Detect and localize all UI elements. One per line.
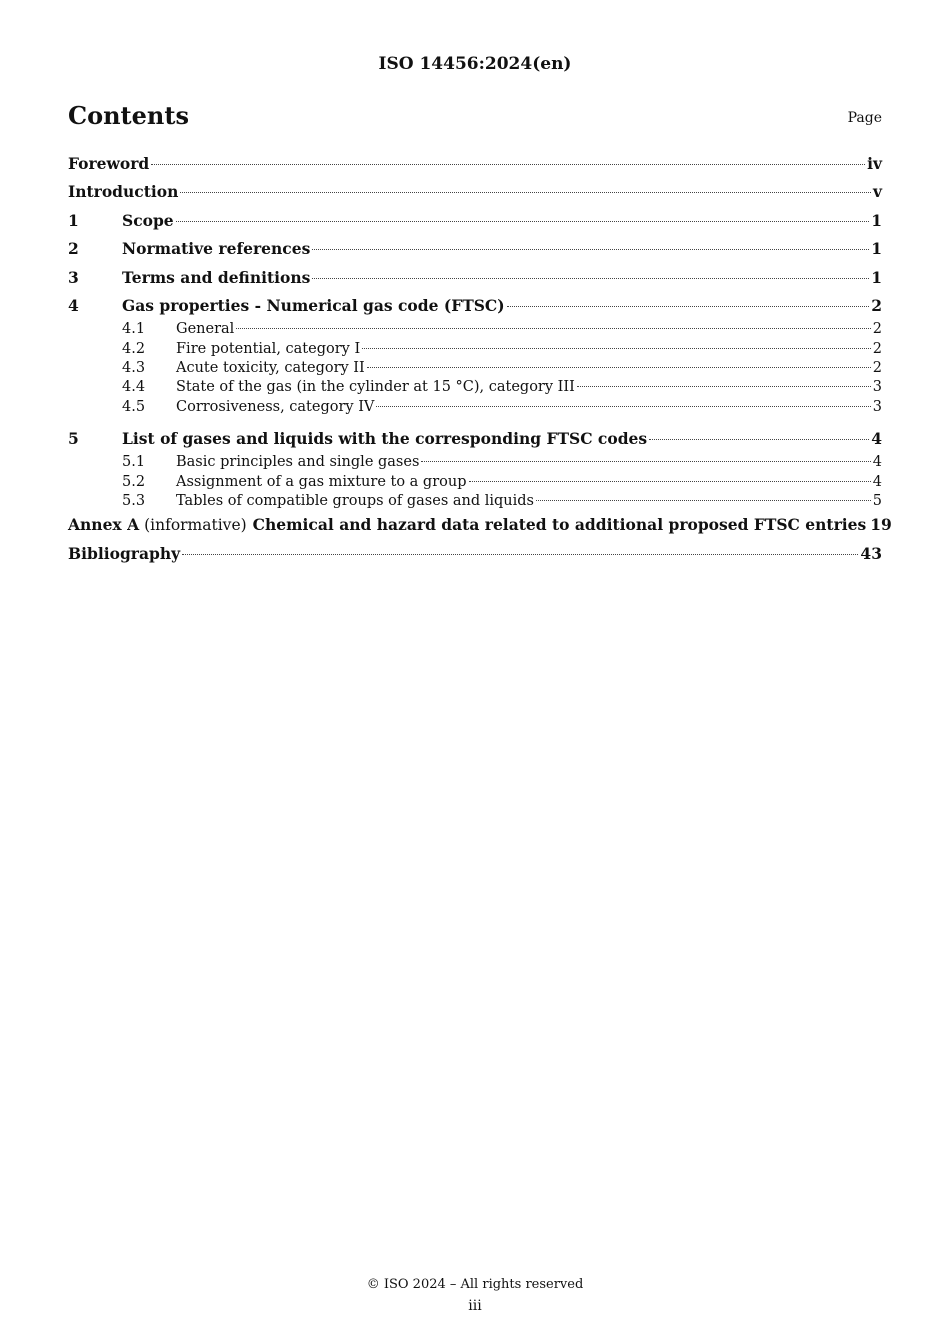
toc-page-number: 2: [872, 340, 882, 357]
dot-leader: [312, 277, 869, 279]
toc-entry-subclause-5-1[interactable]: [68, 453, 882, 472]
toc-entry-subclause-4-3[interactable]: [68, 359, 882, 378]
toc-entry-clause-2[interactable]: [68, 235, 882, 263]
dot-leader: [362, 347, 871, 349]
toc-number: 4.5: [122, 398, 146, 415]
toc-page-number: 1: [871, 239, 882, 259]
toc-entry-clause-4[interactable]: [68, 292, 882, 320]
toc-entry-subclause-4-2[interactable]: [68, 340, 882, 359]
annex-normativity: (informative): [144, 516, 247, 535]
annex-label: Annex A: [68, 515, 140, 535]
toc-title: Fire potential, category I: [176, 340, 361, 357]
toc-entry-foreword[interactable]: [68, 150, 882, 178]
toc-number: 3: [68, 267, 79, 287]
toc-entry-subclause-4-4[interactable]: [68, 378, 882, 397]
toc-number: 5: [68, 428, 79, 448]
toc-page-number: v: [872, 182, 882, 202]
toc-title: Corrosiveness, category IV: [176, 398, 375, 415]
dot-leader: [180, 191, 871, 193]
toc-title: Bibliography: [68, 543, 181, 563]
page-column-label: Page: [847, 110, 882, 126]
toc-number: 4.2: [122, 340, 146, 357]
dot-leader: [176, 220, 870, 222]
toc-title: Basic principles and single gases: [176, 454, 420, 471]
toc-number: 5.1: [122, 454, 146, 471]
toc-title: State of the gas (in the cylinder at 15 °C), category III: [176, 379, 575, 396]
toc-number: 4.1: [122, 321, 146, 338]
page-number: iii: [468, 1298, 482, 1314]
dot-leader: [182, 553, 858, 555]
toc-entry-introduction[interactable]: [68, 178, 882, 206]
toc-entry-subclause-5-3[interactable]: [68, 492, 882, 511]
toc-title: Foreword: [68, 154, 150, 173]
toc-page-number: 2: [872, 321, 882, 338]
toc-title: Terms and definitions: [122, 267, 311, 287]
dot-leader: [536, 499, 871, 501]
toc-title: Assignment of a gas mixture to a group: [176, 473, 467, 490]
dot-leader: [236, 327, 870, 329]
toc-title: Gas properties - Numerical gas code (FTSC): [122, 295, 505, 315]
toc-page-number: iv: [867, 154, 882, 173]
toc-title: Normative references: [122, 239, 311, 259]
toc-title: Acute toxicity, category II: [176, 359, 365, 376]
toc-page-number: 2: [871, 295, 882, 315]
toc-number: 5.3: [122, 492, 146, 509]
dot-leader: [649, 438, 869, 440]
toc-page-number: 43: [860, 543, 882, 563]
toc-title: General: [176, 321, 235, 338]
copyright-notice: © ISO 2024 – All rights reserved: [366, 1277, 584, 1292]
toc-number: 4: [68, 295, 79, 315]
toc-title: Chemical and hazard data related to additional proposed FTSC entries: [252, 515, 867, 535]
toc-page-number: 4: [872, 454, 882, 471]
toc-entry-bibliography[interactable]: [68, 540, 882, 568]
document-id-header: ISO 14456:2024(en): [378, 54, 572, 74]
toc-entry-subclause-5-2[interactable]: [68, 473, 882, 492]
toc-page-number: 5: [872, 492, 882, 509]
dot-leader: [367, 366, 871, 368]
toc-title: Introduction: [68, 182, 179, 202]
toc-title: Scope: [122, 210, 174, 230]
dot-leader: [312, 248, 869, 250]
toc-entry-subclause-4-1[interactable]: [68, 320, 882, 339]
toc-title: Tables of compatible groups of gases and liquids: [176, 492, 534, 509]
toc-title: List of gases and liquids with the corresponding FTSC codes: [122, 428, 648, 448]
toc-page-number: 4: [872, 473, 882, 490]
toc-number: 4.4: [122, 379, 146, 396]
dot-leader: [469, 480, 871, 482]
toc-page-number: 1: [871, 210, 882, 230]
dot-leader: [507, 305, 870, 307]
toc-number: 5.2: [122, 473, 146, 490]
toc-page-number: 3: [872, 379, 882, 396]
toc-number: 4.3: [122, 359, 146, 376]
toc-entry-annex-a[interactable]: [68, 511, 892, 539]
toc-number: 2: [68, 239, 79, 259]
toc-entry-clause-3[interactable]: [68, 264, 882, 292]
dot-leader: [376, 405, 870, 407]
toc-entry-clause-5[interactable]: [68, 425, 882, 453]
table-of-contents: [68, 150, 892, 568]
toc-page-number: 3: [872, 398, 882, 415]
dot-leader: [151, 163, 865, 165]
toc-number: 1: [68, 210, 79, 230]
toc-entry-clause-1[interactable]: [68, 207, 882, 235]
dot-leader: [421, 460, 870, 462]
toc-entry-subclause-4-5[interactable]: [68, 398, 882, 417]
toc-page-number: 19: [870, 515, 892, 535]
contents-heading: Contents: [68, 101, 189, 130]
dot-leader: [577, 385, 871, 387]
toc-page-number: 4: [871, 428, 882, 448]
toc-page-number: 1: [871, 267, 882, 287]
toc-page-number: 2: [872, 359, 882, 376]
